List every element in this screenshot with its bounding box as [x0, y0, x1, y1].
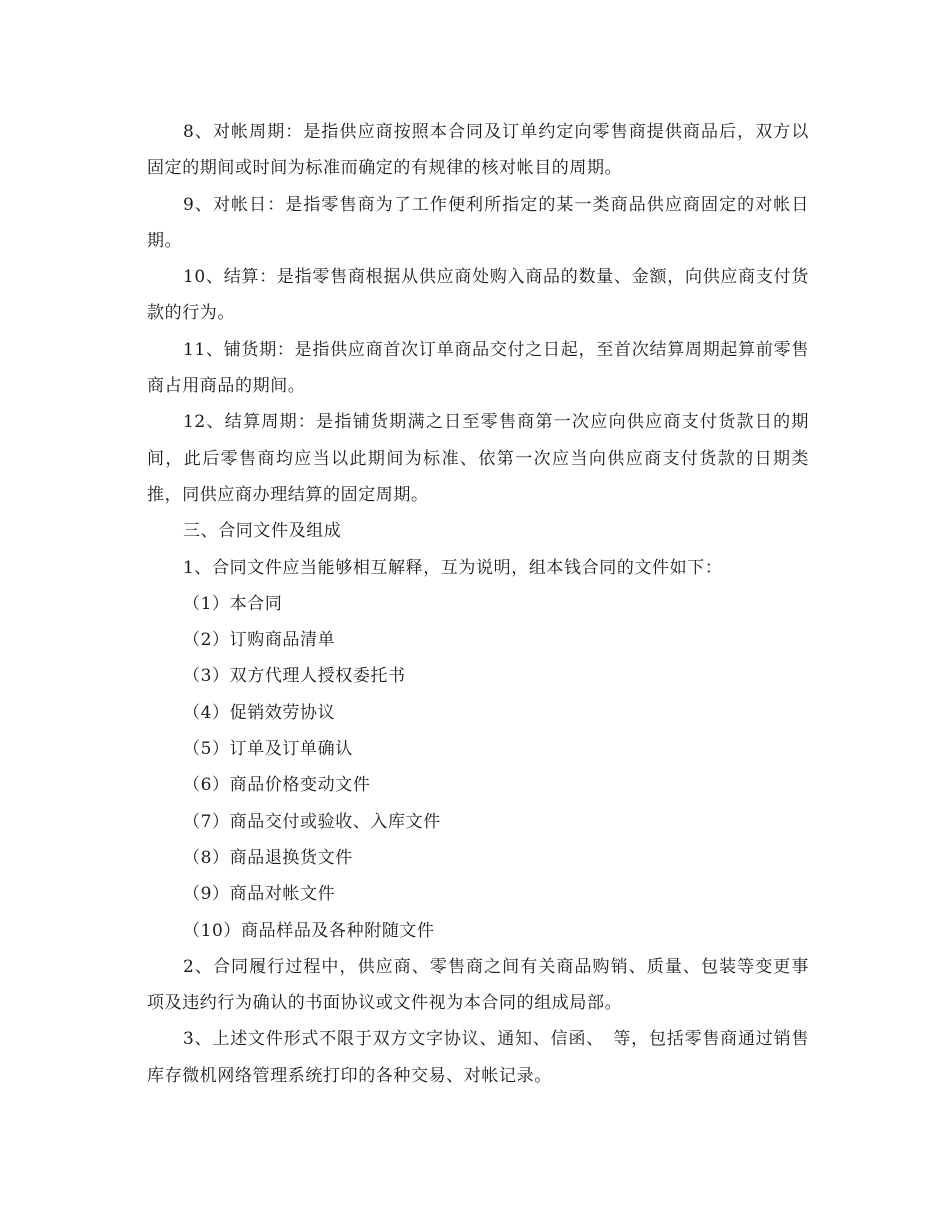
list-item: （6）商品价格变动文件: [183, 775, 371, 796]
clause-9-reconciliation-day: 9、对帐日：是指零售商为了工作便利所指定的某一类商品供应商固定的对帐日期。: [147, 194, 809, 251]
contract-documents-intro: 1、合同文件应当能够相互解释，互为说明，组本钱合同的文件如下：: [183, 557, 723, 578]
list-item: （3）双方代理人授权委托书: [183, 666, 406, 687]
list-item: （8）商品退换货文件: [183, 847, 353, 868]
list-item: （9）商品对帐文件: [183, 884, 336, 905]
clause-11-stocking-period: 11、铺货期：是指供应商首次订单商品交付之日起，至首次结算周期起算前零售商占用商品的期间。: [147, 339, 809, 397]
list-item: （7）商品交付或验收、入库文件: [183, 811, 441, 832]
list-item: （1）本合同: [183, 593, 283, 614]
list-item: （5）订单及订单确认: [183, 739, 353, 760]
list-item: （10）商品样品及各种附随文件: [183, 920, 435, 941]
list-item: （4）促销效劳协议: [183, 702, 336, 723]
clause-3-document-forms: 3、上述文件形式不限于双方文字协议、通知、信函、 等，包括零售商通过销售库存微机网络管理系统打印的各种交易、对帐记录。: [147, 1029, 809, 1086]
clause-12-settlement-cycle: 12、结算周期：是指铺货期满之日至零售商第一次应向供应商支付货款日的期间，此后零售商均应当以此期间为标准、依第一次应当向供应商支付货款的日期类推，同供应商办理结算的固定周期。: [147, 412, 809, 505]
section-heading: 三、合同文件及组成: [183, 521, 342, 542]
document-body: [147, 114, 809, 1094]
clause-10-settlement: 10、结算：是指零售商根据从供应商处购入商品的数量、金额，向供应商支付货款的行为。: [147, 267, 809, 324]
clause-2-change-documents: 2、合同履行过程中，供应商、零售商之间有关商品购销、质量、包装等变更事项及违约行为确认的书面协议或文件视为本合同的组成局部。: [147, 956, 809, 1014]
clause-8-reconciliation-cycle: 8、对帐周期：是指供应商按照本合同及订单约定向零售商提供商品后，双方以固定的期间或时间为标准而确定的有规律的核对帐目的周期。: [147, 122, 809, 179]
list-item: （2）订购商品清单: [183, 630, 336, 651]
